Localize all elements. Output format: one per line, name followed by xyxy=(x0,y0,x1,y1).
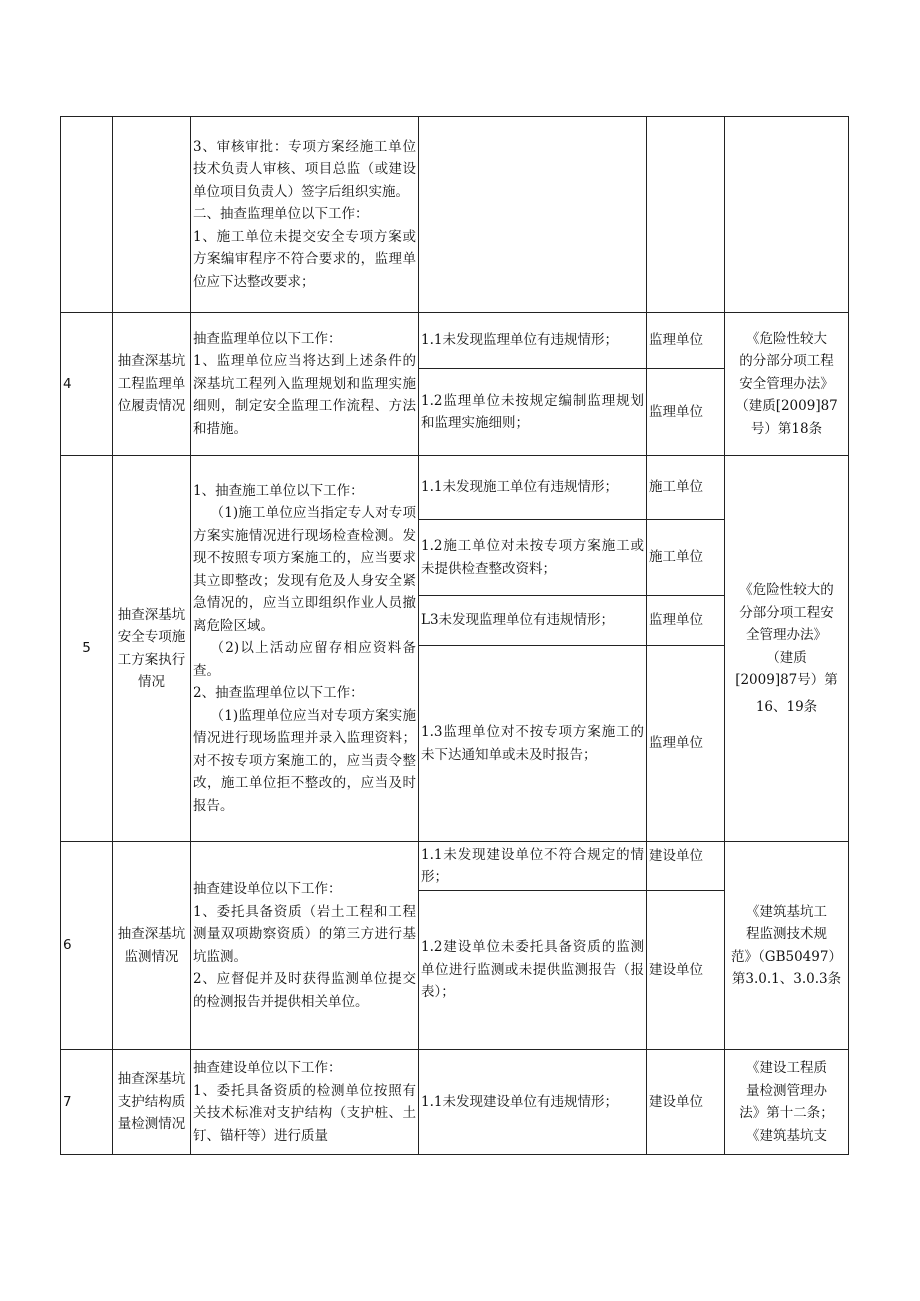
legal-basis: 《建设工程质 量检测管理办 法》第十二条； 《建筑基坑支 xyxy=(725,1050,849,1155)
check-content: 抽查建设单位以下工作： 1、委托具备资质（岩土工程和工程测量双项勘察资质）的第三方进行基坑监测。 2、应督促并及时获得监测单位提交的检测报告并提供相关单位。 xyxy=(191,842,419,1050)
check-content: 1、抽查施工单位以下工作： （1)施工单位应当指定专人对专项方案实施情况进行现场检查检测。发现不按照专项方案施工的，应当要求其立即整改；发现有危及人身安全紧急情况的，应当立即组织作业人员撤离危险区域。 （2)以上活动应留存相应资料备查。 2、抽查监理单位以下工作： （1)监理单位应当对专项方案实施情况进行现场监理并录入监理资料；对不按专项方案施工的，应当责令整改，施工单位拒不整改的，应当及时报告。 xyxy=(191,456,419,842)
responsible-party: 建设单位 xyxy=(647,891,725,1050)
check-item: 抽查深基坑 监测情况 xyxy=(113,842,191,1050)
responsible-party: 建设单位 xyxy=(647,1050,725,1155)
responsible-party: 监理单位 xyxy=(647,369,725,456)
inspection-table xyxy=(60,116,849,1155)
responsible-party xyxy=(647,117,725,313)
responsible-party: 施工单位 xyxy=(647,456,725,520)
violation-case: 1.1未发现建设单位不符合规定的情形； xyxy=(419,842,647,891)
row-number: 4 xyxy=(61,313,113,456)
violation-case: 1.3监理单位对不按专项方案施工的未下达通知单或未及时报告； xyxy=(419,646,647,842)
violation-case: 1.1未发现施工单位有违规情形； xyxy=(419,456,647,520)
legal-basis: 《建筑基坑工 程监测技术规 范》（GB50497） 第3.0.1、3.0.3条 xyxy=(725,842,849,1050)
legal-basis: 《危险性较大的 分部分项工程安 全管理办法》 （建质 [2009]87号）第 16、19条 xyxy=(725,456,849,842)
responsible-party: 监理单位 xyxy=(647,646,725,842)
violation-case xyxy=(419,117,647,313)
check-content: 抽查监理单位以下工作： 1、监理单位应当将达到上述条件的深基坑工程列入监理规划和监理实施细则，制定安全监理工作流程、方法和措施。 xyxy=(191,313,419,456)
check-item: 抽查深基坑 安全专项施 工方案执行 情况 xyxy=(113,456,191,842)
table-row xyxy=(61,1050,849,1155)
table-row xyxy=(61,117,849,313)
violation-case: 1.2监理单位未按规定编制监理规划和监理实施细则； xyxy=(419,369,647,456)
check-content: 3、审核审批：专项方案经施工单位技术负责人审核、项目总监（或建设单位项目负责人）签字后组织实施。 二、抽查监理单位以下工作： 1、施工单位未提交安全专项方案或方案编审程序不符合要求的，监理单位应下达整改要求； xyxy=(191,117,419,313)
check-item xyxy=(113,117,191,313)
responsible-party: 建设单位 xyxy=(647,842,725,891)
check-item: 抽查深基坑 工程监理单 位履责情况 xyxy=(113,313,191,456)
row-number: 5 xyxy=(61,456,113,842)
responsible-party: 施工单位 xyxy=(647,520,725,596)
check-item: 抽查深基坑 支护结构质 量检测情况 xyxy=(113,1050,191,1155)
violation-case: 1.1未发现监理单位有违规情形； xyxy=(419,313,647,369)
responsible-party: 监理单位 xyxy=(647,313,725,369)
legal-basis xyxy=(725,117,849,313)
violation-case: 1.2建设单位未委托具备资质的监测单位进行监测或未提供监测报告（报表）； xyxy=(419,891,647,1050)
row-number xyxy=(61,117,113,313)
violation-case: 1.2施工单位对未按专项方案施工或未提供检查整改资料； xyxy=(419,520,647,596)
row-number: 7 xyxy=(61,1050,113,1155)
legal-basis: 《危险性较大 的分部分项工程 安全管理办法》 （建质[2009]87 号）第18条 xyxy=(725,313,849,456)
table-row xyxy=(61,313,849,369)
table-row xyxy=(61,456,849,520)
responsible-party: 监理单位 xyxy=(647,596,725,646)
table-row xyxy=(61,842,849,891)
violation-case: 1.1未发现建设单位有违规情形； xyxy=(419,1050,647,1155)
check-content: 抽查建设单位以下工作： 1、委托具备资质的检测单位按照有关技术标准对支护结构（支护桩、土钉、锚杆等）进行质量 xyxy=(191,1050,419,1155)
row-number: 6 xyxy=(61,842,113,1050)
violation-case: L3未发现监理单位有违规情形； xyxy=(419,596,647,646)
